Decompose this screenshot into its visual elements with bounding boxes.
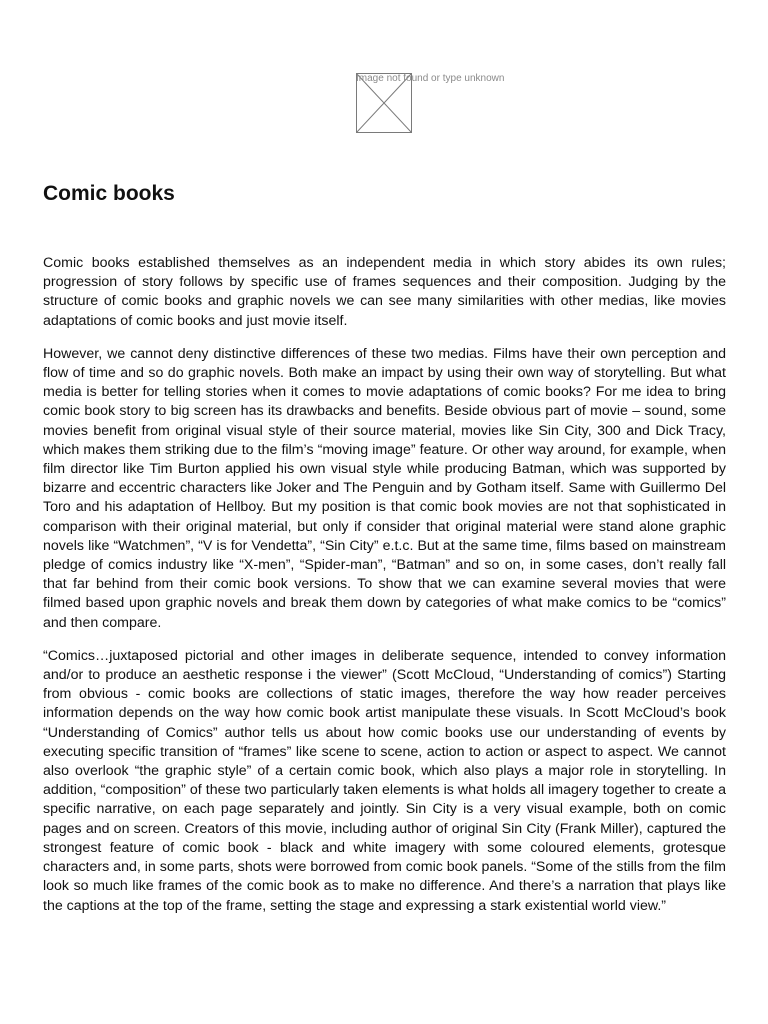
paragraph-2: However, we cannot deny distinctive differences of these two medias. Films have their own perception and flow of time and so do graphic novels. Both make an impact by using their own way of storytelling. But what media is better for telling stories when it comes to movie adaptations of comic books? For me idea to bring comic book story to big screen has its drawbacks and benefits. Beside obvious part of movie – sound, some movies benefit from original visual style of their source material, movies like Sin City, 300 and Dick Tracy, which makes them striking due to the film’s “moving image” feature. Or other way around, for example, when film director like Tim Burton applied his own visual style while producing Batman, which was supported by bizarre and eccentric characters like Joker and The Penguin and by Gotham itself. Same with Guillermo Del Toro and his adaptation of Hellboy. But my position is that comic book movies are not that sophisticated in comparison with their original material, but only if consider that original material were stand alone graphic novels like “Watchmen”, “V is for Vendetta”, “Sin City” e.t.c. But at the same time, films based on mainstream pledge of comics industry like “X-men”, “Spider-man”, “Batman” and so on, in some cases, don’t really fall that far behind from their comic book versions. To show that we can examine several movies that were filmed based upon graphic novels and break them down by categories of what make comics to be “comics” and then compare. (43, 345, 726, 631)
broken-image-placeholder (356, 73, 505, 133)
paragraph-1: Comic books established themselves as an independent media in which story abides its own rules; progression of story follows by specific use of frames sequences and their composition. Judging by the structure of comic books and graphic novels we can see many similarities with other medias, like movies adaptations of comic books and just movie itself. (43, 255, 726, 329)
article-body (43, 254, 726, 930)
page-title: Comic books (43, 182, 175, 205)
paragraph-3: “Comics…juxtaposed pictorial and other images in deliberate sequence, intended to convey information and/or to produce an aesthetic response i the viewer” (Scott McCloud, “Understanding of comics”) Starting from obvious - comic books are collections of static images, therefore the way how reader perceives information depends on the way how comic book artist manipulate these visuals. In Scott McCloud’s book “Understanding of Comics” author tells us about how comic books use our understanding of events by executing specific transition of “frames” like scene to scene, action to action or aspect to aspect. We cannot also overlook “the graphic style” of a certain comic book, which also plays a major role in storytelling. In addition, “composition” of these two particularly taken elements is what holds all imagery together to create a specific narrative, on each page separately and jointly. Sin City is a very visual example, both on comic pages and on screen. Creators of this movie, including author of original Sin City (Frank Miller), captured the strongest feature of comic book - black and white imagery with some coloured elements, grotesque characters and, in some parts, shots were borrowed from comic book panels. “Some of the stills from the film look so much like frames of the comic book as to make no difference. And there’s a narration that plays like the captions at the top of the frame, setting the stage and expressing a stark existential world view.” (43, 647, 726, 914)
image-alt-text: Image not found or type unknown (356, 73, 505, 84)
